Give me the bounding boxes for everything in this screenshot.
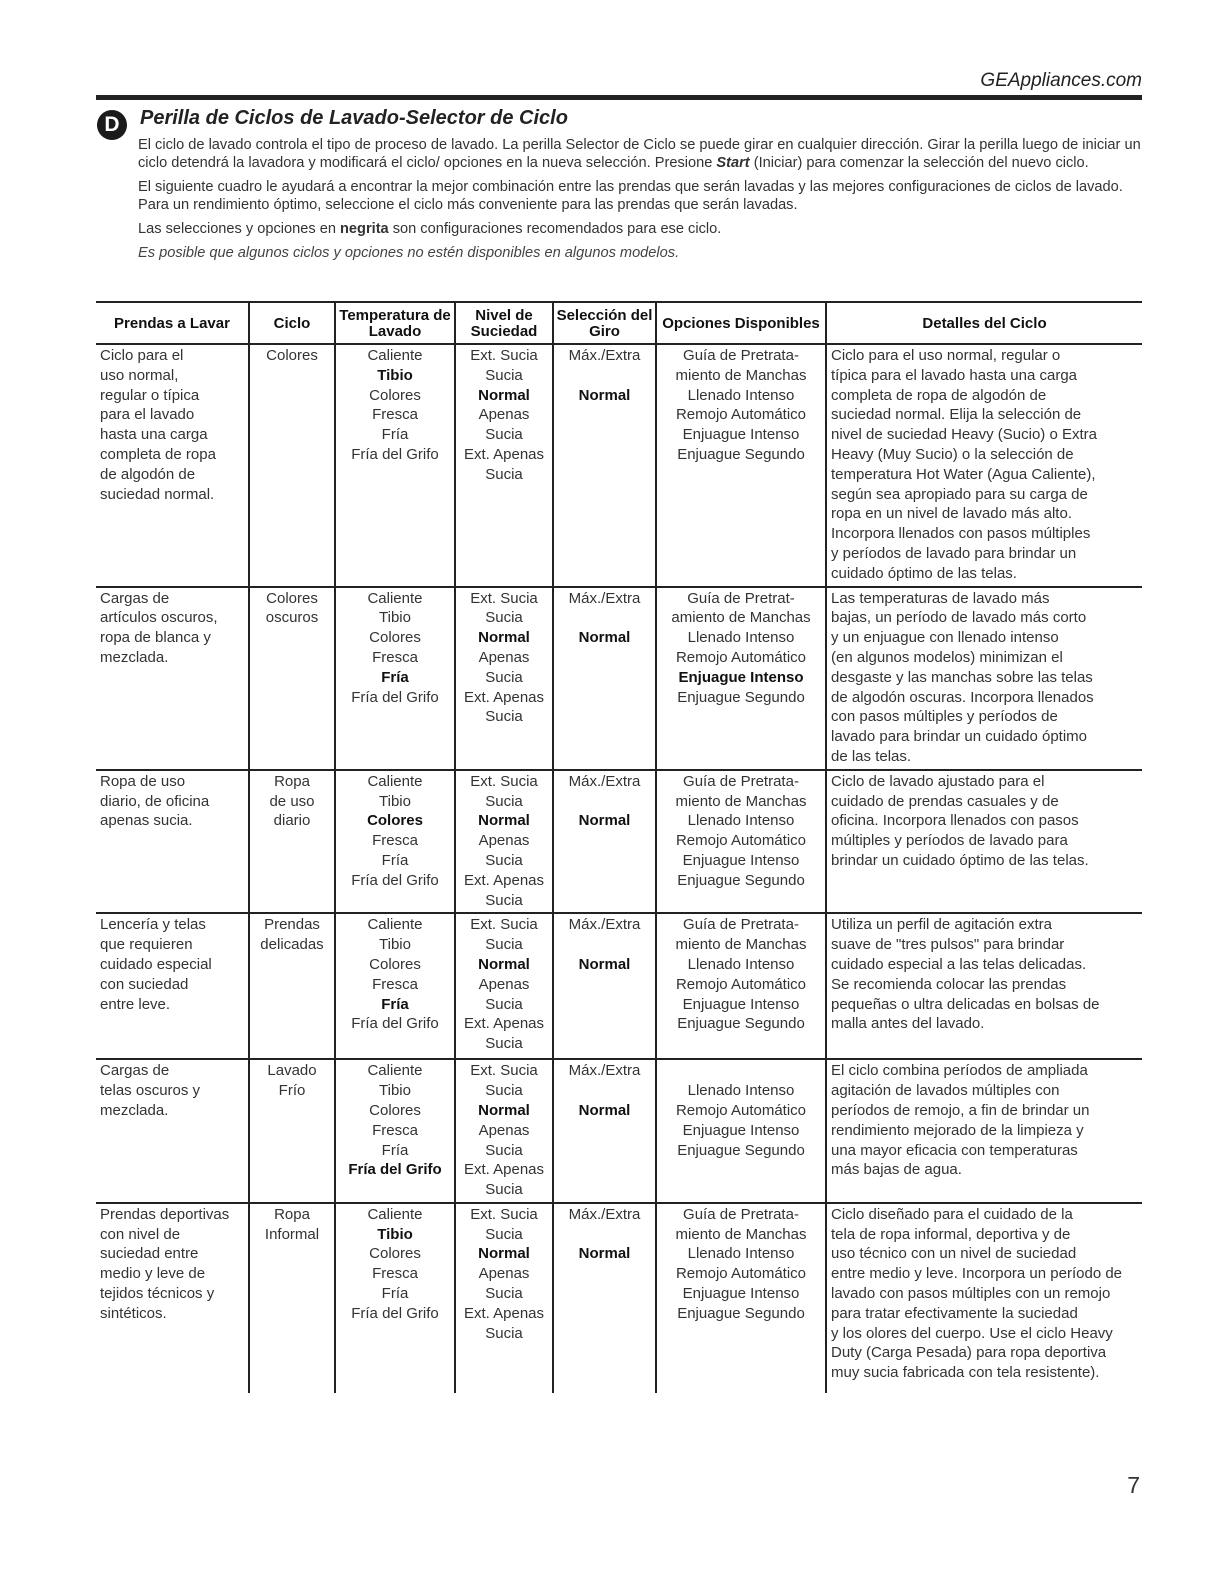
cell-line: Apenas <box>478 406 530 424</box>
cell-line: Apenas <box>478 832 530 850</box>
cell-line: con nivel de <box>100 1225 181 1243</box>
cell-line: hasta una carga <box>100 426 208 444</box>
cell-line: típica para el lavado hasta una carga <box>831 366 1077 384</box>
cell-line: Fría <box>381 851 409 869</box>
cell-line: Enjuague Intenso <box>682 851 800 869</box>
cell-line: Colores <box>369 955 421 973</box>
intro-paragraph-1: El ciclo de lavado controla el tipo de proceso de lavado. La perilla Selector de Ciclo se puede girar en cualquier dirección. Girar la perilla luego de iniciar un ciclo detendrá la lavadora y modificará el ciclo/ opciones en la nueva selección. Presione Start (Iniciar) para comenzar la selección del nuevo ciclo. <box>138 137 1141 171</box>
cell-detalles <box>826 1059 1142 1203</box>
cell-line: Normal <box>578 1101 631 1119</box>
cell-line: suciedad normal. Elija la selección de <box>831 406 1082 424</box>
cell-line: Normal <box>478 955 530 973</box>
cell-line: Enjuague Segundo <box>677 445 805 463</box>
cell-line: miento de Manchas <box>675 936 807 954</box>
cell-line: Tibio <box>377 1225 413 1243</box>
cycle-table <box>96 301 1142 1393</box>
cell-line: Guía de Pretrata- <box>683 916 799 934</box>
cell-ciclo <box>249 913 335 1059</box>
cell-line: Máx./Extra <box>568 916 641 934</box>
cell-line: Caliente <box>367 916 423 934</box>
cell-giro <box>553 1203 656 1393</box>
table-row <box>96 770 1142 914</box>
cell-line: Sucia <box>485 609 523 627</box>
cell-line: Caliente <box>367 772 423 790</box>
cell-line: Apenas <box>478 1265 530 1283</box>
cell-prendas <box>96 1059 249 1203</box>
cell-line: Sucia <box>485 891 523 909</box>
cell-line: regular o típica <box>100 386 200 404</box>
cell-line: Guía de Pretrata- <box>683 347 799 364</box>
cell-line: Tibio <box>379 936 411 954</box>
cell-nivel <box>455 770 553 914</box>
cell-line: oscuros <box>265 609 319 627</box>
cell-line: Lavado <box>267 1062 317 1080</box>
table-row <box>96 587 1142 770</box>
cell-line: Ciclo de lavado ajustado para el <box>831 772 1045 790</box>
intro-note: Es posible que algunos ciclos y opciones no estén disponibles en algunos modelos. <box>138 245 680 261</box>
cell-line: Enjuague Intenso <box>678 668 804 686</box>
cell-line: Llenado Intenso <box>687 629 795 647</box>
cell-line: entre medio y leve. Incorpora un período de <box>831 1265 1123 1283</box>
cell-line: Sucia <box>485 1285 523 1303</box>
cell-line: Remojo Automático <box>675 1101 807 1119</box>
cell-line: Fría del Grifo <box>351 1015 439 1033</box>
cell-giro <box>553 1059 656 1203</box>
cell-line: Fresca <box>372 832 418 850</box>
cell-line: Enjuague Intenso <box>682 1285 800 1303</box>
cell-line: brindar un cuidado óptimo de las telas. <box>831 851 1089 869</box>
cell-line: Apenas <box>478 648 530 666</box>
cell-prendas <box>96 344 249 587</box>
cell-line: Enjuague Segundo <box>677 1304 805 1322</box>
cell-line: Fresca <box>372 648 418 666</box>
cell-ciclo <box>249 1203 335 1393</box>
cell-line: Normal <box>478 386 530 404</box>
cell-opciones <box>656 770 826 914</box>
cell-line <box>558 608 651 628</box>
cell-line: Máx./Extra <box>568 347 641 364</box>
cell-line <box>661 1061 821 1081</box>
cell-line: múltiples y períodos de lavado para <box>831 832 1068 850</box>
cell-line <box>558 792 651 812</box>
cell-line: Sucia <box>485 1141 523 1159</box>
cell-line: medio y leve de <box>100 1265 206 1283</box>
cell-line: Llenado Intenso <box>687 1082 795 1100</box>
cell-line: Enjuague Segundo <box>677 1015 805 1033</box>
cell-nivel <box>455 1059 553 1203</box>
cell-line: de las telas. <box>831 747 912 765</box>
cell-line: lavado para brindar un cuidado óptimo <box>831 728 1088 746</box>
intro-paragraph-2: El siguiente cuadro le ayudará a encontrar la mejor combinación entre las prendas que serán lavadas y las mejores configuraciones de ciclos de lavado. Para un rendimiento óptimo, seleccione el ciclo más conveniente para las prendas que serán lavadas. <box>138 179 1123 213</box>
cell-line: cuidado óptimo de las telas. <box>831 564 1017 582</box>
cell-line: Fría del Grifo <box>351 688 439 706</box>
cell-line: Sucia <box>485 1082 523 1100</box>
cell-giro <box>553 344 656 587</box>
cell-line: pequeñas o ultra delicadas en bolsas de <box>831 995 1100 1013</box>
cell-line: Ext. Sucia <box>470 347 538 364</box>
cell-detalles <box>826 1203 1142 1393</box>
cell-line: Normal <box>478 1101 530 1119</box>
cell-line: Remojo Automático <box>675 975 807 993</box>
cell-line: uso técnico con un nivel de suciedad <box>831 1245 1077 1263</box>
cell-line: suave de "tres pulsos" para brindar <box>831 936 1065 954</box>
cell-line: Caliente <box>367 1062 423 1080</box>
cell-prendas <box>96 587 249 770</box>
cell-line: Fresca <box>372 975 418 993</box>
cell-opciones <box>656 587 826 770</box>
cell-line: telas oscuros y <box>100 1082 201 1100</box>
cell-line: Ropa <box>274 772 310 790</box>
cell-line: Informal <box>264 1225 320 1243</box>
cell-line: Llenado Intenso <box>687 1245 795 1263</box>
cell-line: Normal <box>478 812 530 830</box>
cell-line: una mayor eficacia con temperaturas <box>831 1141 1078 1159</box>
cell-line: Sucia <box>485 1225 523 1243</box>
cell-line: temperatura Hot Water (Agua Caliente), <box>831 465 1096 483</box>
cell-line: y períodos de lavado para brindar un <box>831 544 1077 562</box>
cell-line: Llenado Intenso <box>687 955 795 973</box>
cell-line: Enjuague Segundo <box>677 871 805 889</box>
cell-line: Fría <box>381 426 409 444</box>
cell-line: rendimiento mejorado de la limpieza y <box>831 1121 1084 1139</box>
cell-line: diario, de oficina <box>100 792 210 810</box>
cell-line: artículos oscuros, <box>100 609 218 627</box>
cell-line: y los olores del cuerpo. Use el ciclo Heavy <box>831 1324 1113 1342</box>
cell-line: Enjuague Intenso <box>682 1121 800 1139</box>
cell-line: Llenado Intenso <box>687 386 795 404</box>
cell-line: que requieren <box>100 936 193 954</box>
cell-line: Prendas deportivas <box>100 1205 230 1223</box>
cell-detalles <box>826 344 1142 587</box>
col-header: Prendas a Lavar <box>96 302 249 344</box>
cell-line <box>558 366 651 386</box>
cell-prendas <box>96 913 249 1059</box>
cell-line: completa de ropa de algodón de <box>831 386 1047 404</box>
cell-line: Tibio <box>379 792 411 810</box>
cell-line: Cargas de <box>100 589 170 607</box>
cell-line: Colores <box>369 1245 421 1263</box>
cell-line: Caliente <box>367 1205 423 1223</box>
cell-line: Máx./Extra <box>568 772 641 790</box>
cell-line: Enjuague Intenso <box>682 995 800 1013</box>
cell-line: Fría del Grifo <box>348 1161 442 1179</box>
cell-line: miento de Manchas <box>675 366 807 384</box>
cell-line: Prendas <box>264 916 320 934</box>
cell-line <box>558 935 651 955</box>
cell-detalles <box>826 913 1142 1059</box>
cell-line: Tibio <box>377 366 413 384</box>
col-header: Temperatura de Lavado <box>335 302 455 344</box>
cell-line: Guía de Pretrata- <box>683 1205 799 1223</box>
cell-ciclo <box>249 344 335 587</box>
cell-nivel <box>455 344 553 587</box>
cell-line: Apenas <box>478 1121 530 1139</box>
cell-line: con suciedad <box>100 975 189 993</box>
cell-nivel <box>455 913 553 1059</box>
cell-line: más bajas de agua. <box>831 1161 962 1179</box>
col-header: Opciones Disponibles <box>656 302 826 344</box>
cell-line: Ext. Sucia <box>470 589 538 607</box>
section-title: Perilla de Ciclos de Lavado-Selector de Ciclo <box>140 107 568 129</box>
cell-line: Lencería y telas <box>100 916 206 934</box>
cell-line: con pasos múltiples y períodos de <box>831 708 1058 726</box>
cell-line: Caliente <box>367 347 423 364</box>
cell-line: Sucia <box>485 426 523 444</box>
top-rule <box>96 95 1142 100</box>
cell-line: Sucia <box>485 1324 523 1342</box>
cell-line: Fresca <box>372 406 418 424</box>
cell-temperatura <box>335 587 455 770</box>
cell-line: Sucia <box>485 851 523 869</box>
cell-temperatura <box>335 913 455 1059</box>
cell-line: apenas sucia. <box>100 812 193 830</box>
cell-line: Sucia <box>485 668 523 686</box>
cell-line: Normal <box>578 812 631 830</box>
cell-line: Ciclo diseñado para el cuidado de la <box>831 1205 1073 1223</box>
cell-line: Fría del Grifo <box>351 871 439 889</box>
cell-nivel <box>455 587 553 770</box>
cell-giro <box>553 913 656 1059</box>
cell-opciones <box>656 913 826 1059</box>
cell-line: Ropa de uso <box>100 772 186 790</box>
cell-line: Enjuague Segundo <box>677 688 805 706</box>
cell-giro <box>553 587 656 770</box>
cell-line: delicadas <box>260 936 324 954</box>
cell-line: Guía de Pretrat- <box>687 589 795 607</box>
cell-line: sintéticos. <box>100 1304 167 1322</box>
cell-line: Utiliza un perfil de agitación extra <box>831 916 1052 934</box>
cell-line: Guía de Pretrata- <box>683 772 799 790</box>
cell-line: Ropa <box>274 1205 310 1223</box>
cell-line: para el lavado <box>100 406 195 424</box>
cell-line <box>558 1225 651 1245</box>
cell-temperatura <box>335 1059 455 1203</box>
cell-temperatura <box>335 770 455 914</box>
cell-line: Remojo Automático <box>675 648 807 666</box>
cell-line: Ciclo para el <box>100 347 184 364</box>
table-header-row <box>96 302 1142 344</box>
cell-line: oficina. Incorpora llenados con pasos <box>831 812 1079 830</box>
cell-line: suciedad normal. <box>100 485 215 503</box>
cell-line: Cargas de <box>100 1062 170 1080</box>
cell-line: bajas, un período de lavado más corto <box>831 609 1087 627</box>
intro-paragraph-3: Las selecciones y opciones en negrita son configuraciones recomendados para ese ciclo. <box>138 221 722 237</box>
table-row <box>96 344 1142 587</box>
cell-line: Se recomienda colocar las prendas <box>831 975 1067 993</box>
cell-line: lavado con pasos múltiples con un remojo <box>831 1285 1111 1303</box>
cell-ciclo <box>249 587 335 770</box>
cell-line: Remojo Automático <box>675 832 807 850</box>
cell-line: miento de Manchas <box>675 1225 807 1243</box>
cell-line: Sucia <box>485 936 523 954</box>
cell-line: Incorpora llenados con pasos múltiples <box>831 525 1091 543</box>
cell-prendas <box>96 770 249 914</box>
site-url: GEAppliances.com <box>980 70 1142 91</box>
cell-line: tejidos técnicos y <box>100 1285 215 1303</box>
page-number: 7 <box>1127 1472 1140 1498</box>
cell-line: Fría <box>381 668 409 686</box>
cell-line: Tibio <box>379 1082 411 1100</box>
cell-line: Sucia <box>485 1181 523 1199</box>
cell-line: ropa de blanca y <box>100 629 211 647</box>
cell-line: Ext. Apenas <box>463 1015 545 1033</box>
cell-line: nivel de suciedad Heavy (Sucio) o Extra <box>831 426 1097 444</box>
cell-line: Apenas <box>478 975 530 993</box>
cell-line: suciedad entre <box>100 1245 199 1263</box>
col-header: Nivel de Suciedad <box>455 302 553 344</box>
cell-line: Las temperaturas de lavado más <box>831 589 1050 607</box>
cell-line: Sucia <box>485 792 523 810</box>
cell-line: Sucia <box>485 1035 523 1053</box>
cell-line: Duty (Carga Pesada) para ropa deportiva <box>831 1344 1107 1362</box>
cell-line: Normal <box>578 955 631 973</box>
cell-line: Remojo Automático <box>675 406 807 424</box>
cell-line: Frío <box>278 1082 306 1100</box>
cell-line: Fría <box>381 1285 409 1303</box>
cell-line: Colores <box>367 812 423 830</box>
cell-line: Máx./Extra <box>568 1062 641 1080</box>
cell-line: cuidado de prendas casuales y de <box>831 792 1059 810</box>
cell-line: Normal <box>478 629 530 647</box>
col-header: Ciclo <box>249 302 335 344</box>
cell-line: Normal <box>578 629 631 647</box>
cell-line: Normal <box>578 386 631 404</box>
cell-line: mezclada. <box>100 648 169 666</box>
cell-line: mezclada. <box>100 1101 169 1119</box>
cell-detalles <box>826 770 1142 914</box>
cell-ciclo <box>249 770 335 914</box>
cell-line: Máx./Extra <box>568 589 641 607</box>
cell-detalles <box>826 587 1142 770</box>
cell-line: para tratar efectivamente la suciedad <box>831 1304 1078 1322</box>
cell-line: Ext. Apenas <box>463 445 545 463</box>
cell-line: Fría del Grifo <box>351 1304 439 1322</box>
cell-ciclo <box>249 1059 335 1203</box>
cell-giro <box>553 770 656 914</box>
cell-line: Ext. Apenas <box>463 1304 545 1322</box>
cell-line: Normal <box>578 1245 631 1263</box>
cell-line: Remojo Automático <box>675 1265 807 1283</box>
col-header: Selección del Giro <box>553 302 656 344</box>
cell-line: Fría <box>381 1141 409 1159</box>
cell-line: períodos de remojo, a fin de brindar un <box>831 1101 1090 1119</box>
cell-line: uso normal, <box>100 366 179 384</box>
cell-line: cuidado especial <box>100 955 212 973</box>
cell-temperatura <box>335 344 455 587</box>
cell-opciones <box>656 1059 826 1203</box>
cell-line: Fresca <box>372 1265 418 1283</box>
cell-line: Llenado Intenso <box>687 812 795 830</box>
cell-line: Enjuague Intenso <box>682 426 800 444</box>
cell-line: de algodón oscuras. Incorpora llenados <box>831 688 1094 706</box>
section-badge: D <box>97 110 127 140</box>
cell-line: Ext. Sucia <box>470 1062 538 1080</box>
cell-opciones <box>656 1203 826 1393</box>
cell-line: Colores <box>369 1101 421 1119</box>
cell-line: Máx./Extra <box>568 1205 641 1223</box>
cell-line: malla antes del lavado. <box>831 1015 985 1033</box>
table-row <box>96 1203 1142 1393</box>
cell-line: Ext. Sucia <box>470 1205 538 1223</box>
cell-nivel <box>455 1203 553 1393</box>
cell-line: muy sucia fabricada con tela resistente). <box>831 1364 1100 1382</box>
cell-line: desgaste y las manchas sobre las telas <box>831 668 1093 686</box>
cell-line: ropa en un nivel de lavado más alto. <box>831 505 1072 523</box>
cell-line: tela de ropa informal, deportiva y de <box>831 1225 1071 1243</box>
cell-line: Ext. Apenas <box>463 871 545 889</box>
cell-line: Enjuague Segundo <box>677 1141 805 1159</box>
cell-line: Ext. Sucia <box>470 916 538 934</box>
cell-line: cuidado especial a las telas delicadas. <box>831 955 1087 973</box>
cell-line: amiento de Manchas <box>671 609 811 627</box>
cell-line: entre leve. <box>100 995 171 1013</box>
cell-line: diario <box>273 812 311 830</box>
cell-line: según sea apropiado para su carga de <box>831 485 1088 503</box>
cell-line: Heavy (Muy Sucio) o la selección de <box>831 445 1074 463</box>
cell-line: (en algunos modelos) minimizan el <box>831 648 1063 666</box>
cell-line: Colores <box>369 386 421 404</box>
cell-line: El ciclo combina períodos de ampliada <box>831 1062 1088 1080</box>
col-header: Detalles del Ciclo <box>826 302 1142 344</box>
cell-line: Sucia <box>485 465 523 483</box>
cell-line: Normal <box>478 1245 530 1263</box>
cell-line: de algodón de <box>100 465 196 483</box>
table-row <box>96 1059 1142 1203</box>
cell-line: Sucia <box>485 366 523 384</box>
cell-line <box>558 1081 651 1101</box>
cell-line: Ext. Sucia <box>470 772 538 790</box>
cell-line: de uso <box>269 792 315 810</box>
cell-line: Ext. Apenas <box>463 688 545 706</box>
cell-line: Fría <box>381 995 409 1013</box>
table-row <box>96 913 1142 1059</box>
cell-line: Sucia <box>485 995 523 1013</box>
cell-line: Caliente <box>367 589 423 607</box>
cell-line: Colores <box>266 589 318 607</box>
cell-line: y un enjuague con llenado intenso <box>831 629 1059 647</box>
intro-text <box>138 136 1142 268</box>
cell-line: completa de ropa <box>100 445 216 463</box>
cell-temperatura <box>335 1203 455 1393</box>
cell-line: Colores <box>369 629 421 647</box>
cell-line: Ciclo para el uso normal, regular o <box>831 347 1061 364</box>
cell-line: Fresca <box>372 1121 418 1139</box>
cell-line: Ext. Apenas <box>463 1161 545 1179</box>
cell-line: agitación de lavados múltiples con <box>831 1082 1060 1100</box>
cell-opciones <box>656 344 826 587</box>
cell-line: Tibio <box>379 609 411 627</box>
cell-line: Colores <box>266 347 318 364</box>
cell-line: Sucia <box>485 708 523 726</box>
cell-line: miento de Manchas <box>675 792 807 810</box>
cell-line: Fría del Grifo <box>351 445 439 463</box>
cell-prendas <box>96 1203 249 1393</box>
